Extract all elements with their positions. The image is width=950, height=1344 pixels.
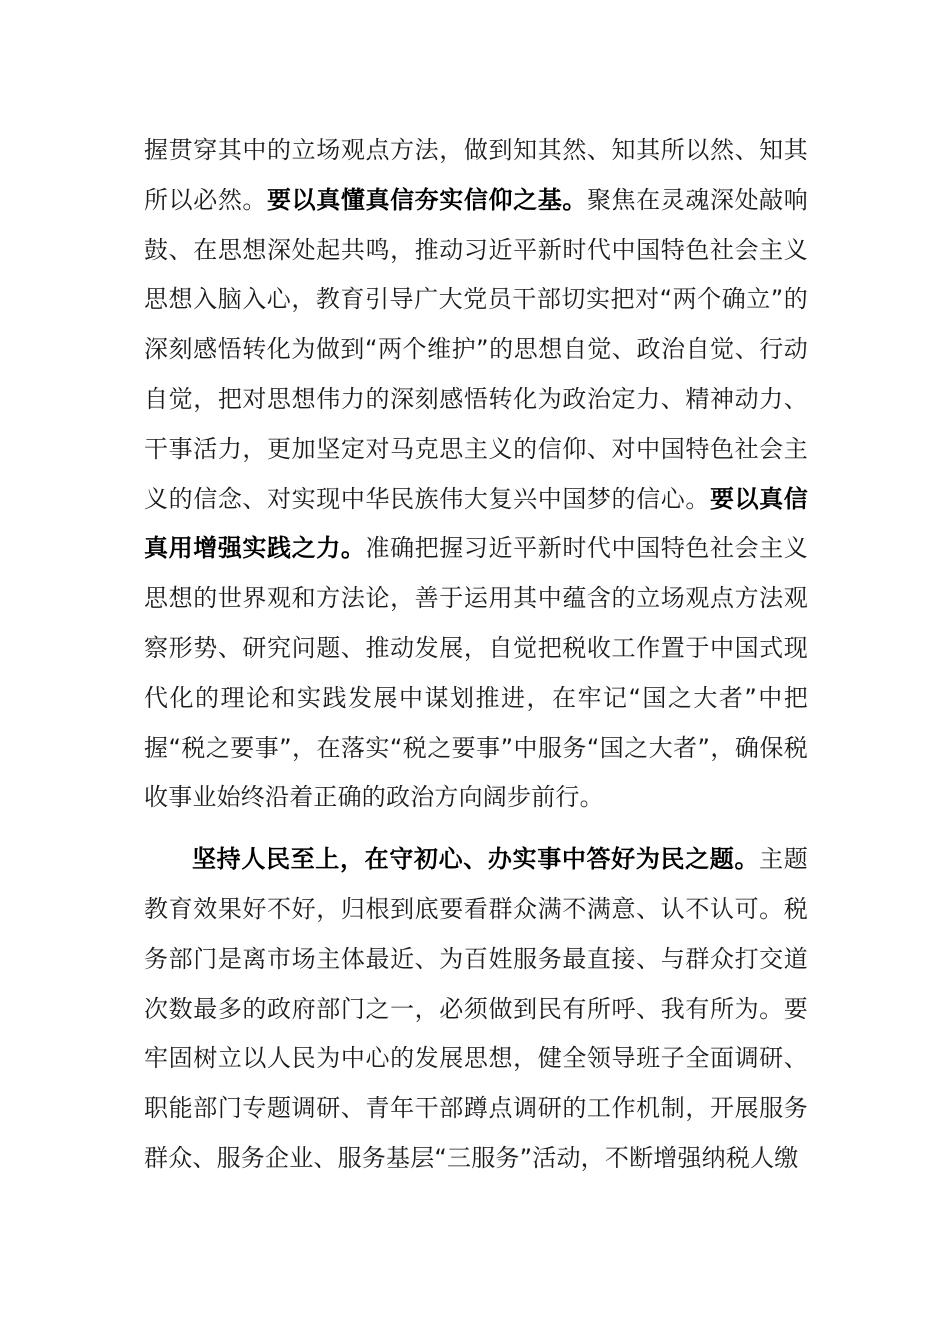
paragraph-1 [144, 126, 808, 823]
paragraph-1-heading-1: 要以真懂真信夯实信仰之基。 [267, 185, 587, 214]
paragraph-2-heading: 坚持人民至上，在守初心、办实事中答好为民之题。 [192, 845, 760, 874]
body-text [144, 126, 808, 1184]
paragraph-1-segment-2: 聚焦在灵魂深处敲响鼓、在思想深处起共鸣，推动习近平新时代中国特色社会主义思想入脑入心，教育引导广大党员干部切实把对“两个确立”的深刻感悟转化为做到“两个维护”的思想自觉、政治自觉、行动自觉，把对思想伟力的深刻感悟转化为政治定力、精神动力、干事活力，更加坚定对马克思主义的信仰、对中国特色社会主义的信念、对实现中华民族伟大复兴中国梦的信心。 [144, 185, 808, 513]
paragraph-1-segment-1: 握贯穿其中的立场观点方法，做到知其然、知其所以然、知其所以必然。 [144, 136, 808, 214]
paragraph-2 [144, 835, 808, 1184]
paragraph-1-segment-3: 准确把握习近平新时代中国特色社会主义思想的世界观和方法论，善于运用其中蕴含的立场观点方法观察形势、研究问题、推动发展，自觉把税收工作置于中国式现代化的理论和实践发展中谋划推进，在牢记“国之大者”中把握“税之要事”，在落实“税之要事”中服务“国之大者”，确保税收事业始终沿着正确的政治方向阔步前行。 [144, 534, 808, 812]
paragraph-2-segment-1: 主题教育效果好不好，归根到底要看群众满不满意、认不认可。税务部门是离市场主体最近、为百姓服务最直接、与群众打交道次数最多的政府部门之一，必须做到民有所呼、我有所为。要牢固树立以人民为中心的发展思想，健全领导班子全面调研、职能部门专题调研、青年干部蹲点调研的工作机制，开展服务群众、服务企业、服务基层“三服务”活动，不断增强纳税人缴 [144, 845, 808, 1172]
paragraph-1-heading-2: 要以真信真用增强实践之力。 [144, 484, 808, 563]
